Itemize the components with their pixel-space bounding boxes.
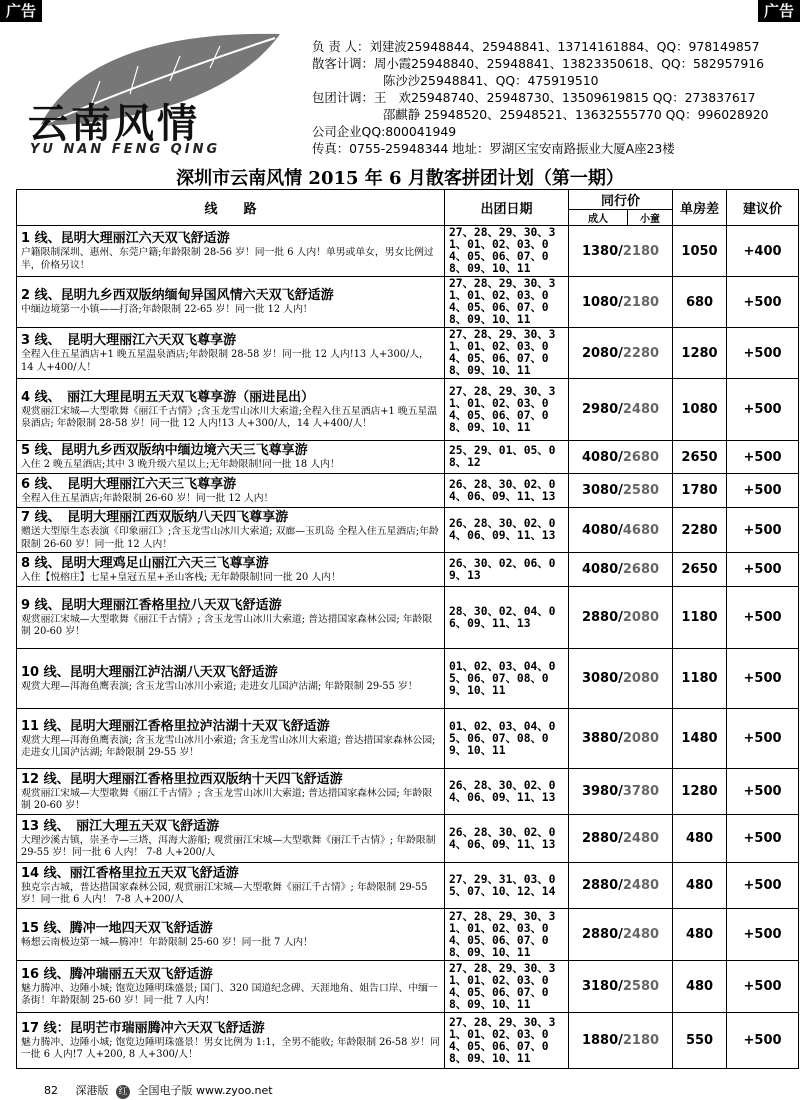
route-desc: 观赏丽江宋城—大型歌舞《丽江千古情》;含玉龙雪山冰川大索道;全程入住五星酒店+1 晚五星温泉酒店; 年龄限制 28-58 岁！同一批 12 人内!13 人+300/人，14 人+400/人！ (21, 405, 438, 429)
departure-dates: 27、28、29、30、31、01、02、03、04、05、06、07、08、09、10、11 (445, 379, 569, 441)
route-cell (17, 815, 445, 863)
price-cell: 3180/2580 (569, 961, 673, 1013)
suggested-markup: +500 (727, 863, 799, 909)
route-cell (17, 587, 445, 649)
route-desc: 入住 2 晚五星酒店;其中 3 晚升级六星以上;无年龄限制!同一批 18 人内！ (21, 459, 340, 471)
route-title: 11 线、昆明大理丽江香格里拉泸沽湖十天双飞舒适游 (21, 718, 330, 734)
header (0, 22, 800, 162)
suggested-markup: +500 (727, 441, 799, 474)
price-cell: 3880/2080 (569, 709, 673, 769)
child-price: 2080 (622, 671, 660, 686)
route-desc: 魅力腾冲、边陲小城; 饱览边陲明珠盛景; 国门、320 国道纪念碑、天涯地角、姐告口岸、中缅一条街！年龄限制 25-60 岁！同一批 7 人内！ (21, 982, 438, 1006)
departure-dates: 27、28、29、30、31、01、02、03、04、05、06、07、08、09、10、11 (445, 961, 569, 1013)
adult-price: 2880 (581, 878, 619, 893)
route-title: 15 线、腾冲一地四天双飞舒适游 (21, 920, 213, 936)
header-route: 线 路 (17, 190, 445, 226)
header-price: 同行价 (569, 190, 673, 210)
table-row (17, 815, 799, 863)
contact-group-planner: 包团计调：王 欢25948740、25948730、13509619815 QQ：273837617 (312, 90, 756, 105)
adult-price: 3180 (581, 979, 619, 994)
departure-dates: 28、30、02、04、06、09、11、13 (445, 587, 569, 649)
suggested-markup: +500 (727, 909, 799, 961)
edition-label: 深港版 (75, 1084, 109, 1097)
adult-price: 1080 (581, 294, 619, 310)
route-desc: 中缅边境第一小镇——打洛;年龄限制 22-65 岁！同一批 12 人内！ (21, 304, 313, 316)
adult-price: 1880 (581, 1033, 619, 1048)
logo (10, 26, 310, 162)
logo-title: 云南风情 (28, 100, 200, 147)
route-title: 10 线、昆明大理丽江泸沽湖八天双飞舒适游 (21, 664, 278, 680)
table-row (17, 553, 799, 587)
child-price: 2480 (622, 878, 660, 893)
route-desc: 全程入住五星酒店+1 晚五星温泉酒店;年龄限制 28-58 岁！同一批 12 人内!13 人+300/人，14 人+400/人！ (21, 349, 429, 373)
price-cell: 2880/2480 (569, 863, 673, 909)
table-row (17, 328, 799, 379)
single-room-supplement: 1080 (673, 379, 727, 441)
table-row (17, 587, 799, 649)
suggested-markup: +500 (727, 508, 799, 553)
price-cell: 2080/2280 (569, 328, 673, 379)
route-desc: 大理沙溪古镇，崇圣寺—三塔，洱海大游船; 观赏丽江宋城—大型歌舞《丽江千古情》; 年龄限制 29-55 岁！同一批 6 人内！ 7-8 人+200/人 (21, 834, 436, 858)
route-desc: 独克宗古城，普达措国家森林公园, 观赏丽江宋城—大型歌舞《丽江千古情》; 年龄限制 29-55 岁！同一批 6 人内！ 7-8 人+200/人 (21, 881, 428, 905)
route-desc: 赠送大型原生态表演《印象丽江》;含玉龙雪山冰川大索道; 双廊—玉玑岛 全程入住五星酒店;年龄限制 26-60 岁！同一批 12 人内！ (21, 526, 439, 550)
departure-dates: 01、02、03、04、05、06、07、08、09、10、11 (445, 649, 569, 709)
departure-dates: 01、02、03、04、05、06、07、08、09、10、11 (445, 709, 569, 769)
suggested-markup: +500 (727, 328, 799, 379)
edition-badge: 红 (116, 1085, 130, 1099)
child-price: 2480 (622, 831, 660, 846)
route-desc: 全程入住五星酒店;年龄限制 26-60 岁！同一批 12 人内！ (21, 492, 274, 504)
table-row (17, 909, 799, 961)
page-number: 82 (44, 1084, 58, 1097)
header-single: 单房差 (673, 190, 727, 226)
route-cell (17, 769, 445, 815)
logo-subtitle: YU NAN FENG QING (30, 142, 221, 157)
single-room-supplement: 480 (673, 909, 727, 961)
table-row (17, 863, 799, 909)
single-room-supplement: 550 (673, 1013, 727, 1069)
contact-company-qq: 公司企业QQ:800041949 (312, 124, 457, 139)
child-price: 2580 (622, 483, 660, 498)
child-price: 2180 (622, 294, 660, 310)
price-cell: 3080/2580 (569, 474, 673, 508)
price-cell: 2880/2480 (569, 909, 673, 961)
table-row (17, 508, 799, 553)
route-cell (17, 649, 445, 709)
adult-price: 2980 (581, 402, 619, 417)
route-title: 1 线、昆明大理丽江六天双飞舒适游 (21, 231, 230, 246)
price-cell: 4080/4680 (569, 508, 673, 553)
departure-dates: 27、28、29、30、31、01、02、03、04、05、06、07、08、09、10、11 (445, 328, 569, 379)
price-cell: 2880/2480 (569, 815, 673, 863)
price-cell: 1380/2180 (569, 226, 673, 277)
route-desc: 户籍限制深圳、惠州、东莞户籍;年龄限制 28-56 岁！同一批 6 人内！单男或单女，男女比例过半，价格另议！ (21, 247, 434, 271)
child-price: 2480 (622, 927, 660, 942)
single-room-supplement: 680 (673, 277, 727, 328)
contact-director: 负 责 人：刘建波25948844、25948841、13714161884、QQ：978149857 (312, 39, 760, 54)
suggested-markup: +500 (727, 474, 799, 508)
header-adult: 成人 (569, 210, 628, 226)
suggested-markup: +500 (727, 769, 799, 815)
single-room-supplement: 1050 (673, 226, 727, 277)
single-room-supplement: 1280 (673, 769, 727, 815)
route-title: 16 线、腾冲瑞丽五天双飞舒适游 (21, 966, 213, 982)
route-cell (17, 441, 445, 474)
route-cell (17, 553, 445, 587)
child-price: 4680 (622, 522, 660, 538)
price-cell: 3980/3780 (569, 769, 673, 815)
departure-dates: 27、28、29、30、31、01、02、03、04、05、06、07、08、09、10、11 (445, 1013, 569, 1069)
single-room-supplement: 1480 (673, 709, 727, 769)
route-desc: 观赏丽江宋城—大型歌舞《丽江千古情》; 含玉龙雪山冰川大索道; 普达措国家森林公园; 年龄限制 20-60 岁！ (21, 787, 433, 811)
route-desc: 观赏丽江宋城—大型歌舞《丽江千古情》; 含玉龙雪山冰川大索道; 普达措国家森林公园; 年龄限制 20-60 岁！ (21, 613, 433, 637)
suggested-markup: +500 (727, 709, 799, 769)
ad-tag-right: 广告 (758, 0, 800, 22)
adult-price: 1380 (581, 243, 619, 259)
route-cell (17, 277, 445, 328)
departure-dates: 27、29、31、03、05、07、10、12、14 (445, 863, 569, 909)
footer (44, 1082, 273, 1099)
departure-dates: 26、28、30、02、04、06、09、11、13 (445, 769, 569, 815)
suggested-markup: +500 (727, 815, 799, 863)
route-cell (17, 909, 445, 961)
adult-price: 3880 (581, 731, 619, 746)
adult-price: 3080 (581, 483, 619, 498)
route-cell (17, 709, 445, 769)
single-room-supplement: 1180 (673, 587, 727, 649)
route-title: 6 线、 昆明大理丽江六天三飞尊享游 (21, 476, 237, 492)
route-title: 8 线、昆明大理鸡足山丽江六天三飞尊享游 (21, 555, 269, 571)
adult-price: 4080 (581, 449, 619, 465)
route-title: 14 线、丽江香格里拉五天双飞舒适游 (21, 865, 239, 881)
suggested-markup: +500 (727, 277, 799, 328)
single-room-supplement: 2650 (673, 441, 727, 474)
table-row (17, 441, 799, 474)
site-label: 全国电子版 www.zyoo.net (137, 1084, 273, 1097)
child-price: 2180 (622, 1033, 660, 1048)
table-row (17, 961, 799, 1013)
suggested-markup: +500 (727, 649, 799, 709)
child-price: 3780 (622, 784, 660, 799)
table-row (17, 474, 799, 508)
route-title: 13 线、 丽江大理五天双飞舒适游 (21, 818, 220, 834)
adult-price: 3980 (581, 784, 619, 799)
table-row (17, 769, 799, 815)
route-title: 9 线、昆明大理丽江香格里拉八天双飞舒适游 (21, 597, 282, 613)
route-cell (17, 1013, 445, 1069)
child-price: 2080 (622, 731, 660, 746)
child-price: 2480 (622, 402, 660, 417)
route-title: 5 线、昆明九乡西双版纳中缅边境六天三飞尊享游 (21, 443, 308, 459)
route-title: 4 线、 丽江大理昆明五天双飞尊享游（丽进昆出） (21, 389, 315, 405)
adult-price: 2880 (581, 927, 619, 942)
route-desc: 观赏大理—洱海鱼鹰表演; 含玉龙雪山冰川小索道; 走进女儿国泸沽湖; 年龄限制 29-55 岁！ (21, 680, 418, 692)
departure-dates: 25、29、01、05、08、12 (445, 441, 569, 474)
route-cell (17, 508, 445, 553)
departure-dates: 27、28、29、30、31、01、02、03、04、05、06、07、08、09、10、11 (445, 226, 569, 277)
child-price: 2580 (622, 979, 660, 994)
price-cell: 1080/2180 (569, 277, 673, 328)
price-cell: 2880/2080 (569, 587, 673, 649)
contacts (312, 38, 800, 157)
child-price: 2680 (622, 562, 660, 577)
adult-price: 2880 (581, 610, 619, 625)
route-cell (17, 379, 445, 441)
child-price: 2080 (622, 610, 660, 625)
price-cell: 2980/2480 (569, 379, 673, 441)
contact-retail-planner-2: 陈沙沙25948841、QQ：475919510 (383, 73, 599, 88)
child-price: 2680 (622, 449, 660, 465)
single-room-supplement: 480 (673, 863, 727, 909)
header-date: 出团日期 (445, 190, 569, 226)
route-cell (17, 226, 445, 277)
single-room-supplement: 1280 (673, 328, 727, 379)
route-cell (17, 474, 445, 508)
route-title: 17 线：昆明芒市瑞丽腾冲六天双飞舒适游 (21, 1020, 265, 1036)
table-row (17, 709, 799, 769)
page-title: 深圳市云南风情 2015 年 6 月散客拼团计划（第一期） (176, 168, 624, 189)
departure-dates: 26、30、02、06、09、13 (445, 553, 569, 587)
single-room-supplement: 2280 (673, 508, 727, 553)
table-row (17, 1013, 799, 1069)
adult-price: 4080 (581, 522, 619, 538)
suggested-markup: +500 (727, 587, 799, 649)
price-cell: 3080/2080 (569, 649, 673, 709)
adult-price: 3080 (581, 671, 619, 686)
tour-plan-table (16, 189, 799, 1069)
contact-group-planner-2: 邵麒静 25948520、25948521、13632555770 QQ：996028920 (383, 107, 769, 122)
departure-dates: 27、28、29、30、31、01、02、03、04、05、06、07、08、09、10、11 (445, 909, 569, 961)
contact-fax-address: 传真：0755-25948344 地址：罗湖区宝安南路振业大厦A座23楼 (312, 141, 675, 156)
route-desc: 畅想云南极边第一城—腾冲！年龄限制 25-60 岁！同一批 7 人内！ (21, 936, 313, 948)
route-title: 12 线、昆明大理丽江香格里拉西双版纳十天四飞舒适游 (21, 771, 343, 787)
suggested-markup: +500 (727, 553, 799, 587)
adult-price: 2080 (581, 345, 619, 361)
price-cell: 4080/2680 (569, 553, 673, 587)
route-desc: 入住【悦榕庄】七星+皇冠五星+圣山客栈; 无年龄限制!同一批 20 人内！ (21, 571, 341, 583)
child-price: 2180 (622, 243, 660, 259)
child-price: 2280 (622, 345, 660, 361)
table-row (17, 226, 799, 277)
route-cell (17, 863, 445, 909)
departure-dates: 26、28、30、02、04、06、09、11、13 (445, 508, 569, 553)
route-title: 3 线、 昆明大理丽江六天双飞尊享游 (21, 333, 237, 348)
single-room-supplement: 2650 (673, 553, 727, 587)
departure-dates: 27、28、29、30、31、01、02、03、04、05、06、07、08、09、10、11 (445, 277, 569, 328)
suggested-markup: +500 (727, 1013, 799, 1069)
adult-price: 2880 (581, 831, 619, 846)
single-room-supplement: 1180 (673, 649, 727, 709)
adult-price: 4080 (581, 562, 619, 577)
single-room-supplement: 1780 (673, 474, 727, 508)
suggested-markup: +500 (727, 379, 799, 441)
table-row (17, 649, 799, 709)
table-row (17, 277, 799, 328)
suggested-markup: +400 (727, 226, 799, 277)
route-desc: 魅力腾冲、边陲小城; 饱览边陲明珠盛景！男女比例为 1:1，全男不能收; 年龄限制 26-58 岁！同一批 6 人内!7 人+200, 8 人+300/人！ (21, 1036, 440, 1060)
single-room-supplement: 480 (673, 961, 727, 1013)
route-desc: 观赏大理—洱海鱼鹰表演; 含玉龙雪山冰川小索道; 含玉龙雪山冰川大索道; 普达措国家森林公园; 走进女儿国泸沽湖; 年龄限制 29-55 岁！ (21, 734, 436, 758)
suggested-markup: +500 (727, 961, 799, 1013)
table-row (17, 379, 799, 441)
route-cell (17, 961, 445, 1013)
price-cell: 1880/2180 (569, 1013, 673, 1069)
departure-dates: 26、28、30、02、04、06、09、11、13 (445, 474, 569, 508)
header-suggest: 建议价 (727, 190, 799, 226)
header-child: 小童 (628, 210, 673, 226)
route-cell (17, 328, 445, 379)
route-title: 7 线、 昆明大理丽江西双版纳八天四飞尊享游 (21, 510, 289, 525)
price-cell: 4080/2680 (569, 441, 673, 474)
single-room-supplement: 480 (673, 815, 727, 863)
route-title: 2 线、昆明九乡西双版纳缅甸异国风情六天双飞舒适游 (21, 288, 334, 304)
departure-dates: 26、28、30、02、04、06、09、11、13 (445, 815, 569, 863)
contact-retail-planner: 散客计调：周小霞25948840、25948841、13823350618、QQ：582957916 (312, 56, 764, 71)
ad-tag-left: 广告 (0, 0, 42, 22)
